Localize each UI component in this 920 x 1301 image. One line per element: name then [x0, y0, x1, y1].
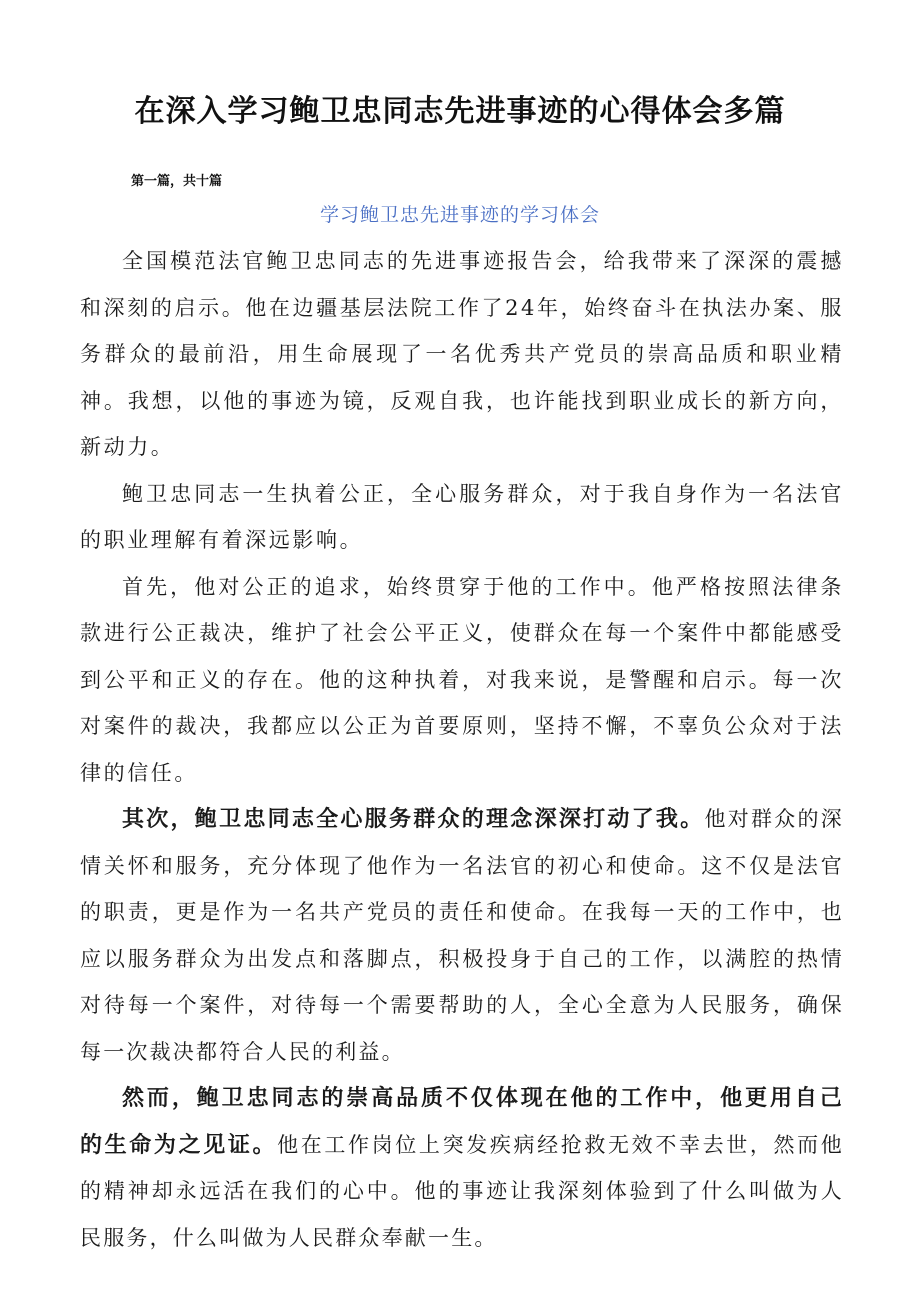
section-label: 第一篇，共十篇 — [131, 174, 223, 189]
paragraph-4 — [80, 796, 844, 1075]
paragraph-text: 全国模范法官鲍卫忠同志的先进事迹报告会，给我带来了深深的震撼和深刻的启示。他在边疆基层法院工作了24年，始终奋斗在执法办案、服务群众的最前沿，用生命展现了一名优秀共产党员的崇高品质和职业精神。我想，以他的事迹为镜，反观自我，也许能找到职业成长的新方向，新动力。 — [80, 249, 844, 459]
paragraph-text: 他在工作岗位上突发疾病经抢救无效不幸去世，然而他的精神却永远活在我们的心中。他的事迹让我深刻体验到了什么叫做为人民服务，什么叫做为人民群众奉献一生。 — [80, 1132, 844, 1250]
article-subtitle: 学习鲍卫忠先进事迹的学习体会 — [319, 204, 600, 226]
paragraph-text: 他对群众的深情关怀和服务，充分体现了他作为一名法官的初心和使命。这不仅是法官的职责，更是作为一名共产党员的责任和使命。在我每一天的工作中，也应以服务群众为出发点和落脚点，积极投身于自己的工作，以满腔的热情对待每一个案件，对待每一个需要帮助的人，全心全意为人民服务，确保每一次裁决都符合人民的利益。 — [80, 807, 844, 1064]
paragraph-1 — [80, 238, 844, 471]
paragraph-5 — [80, 1075, 844, 1261]
article-body — [80, 238, 844, 1261]
paragraph-3 — [80, 564, 844, 797]
paragraph-2 — [80, 471, 844, 564]
paragraph-text: 首先，他对公正的追求，始终贯穿于他的工作中。他严格按照法律条款进行公正裁决，维护了社会公平正义，使群众在每一个案件中都能感受到公平和正义的存在。他的这种执着，对我来说，是警醒和启示。每一次对案件的裁决，我都应以公正为首要原则，坚持不懈，不辜负公众对于法律的信任。 — [80, 574, 844, 785]
paragraph-lead: 然而，鲍卫忠同志的崇高品质不仅体现在他的工作中，他更用自己的生命为之见证。 — [80, 1085, 844, 1158]
document-title: 在深入学习鲍卫忠同志先进事迹的心得体会多篇 — [134, 94, 786, 129]
paragraph-lead: 其次，鲍卫忠同志全心服务群众的理念深深打动了我。 — [122, 806, 705, 832]
paragraph-text: 鲍卫忠同志一生执着公正，全心服务群众，对于我自身作为一名法官的职业理解有着深远影响。 — [80, 481, 844, 552]
